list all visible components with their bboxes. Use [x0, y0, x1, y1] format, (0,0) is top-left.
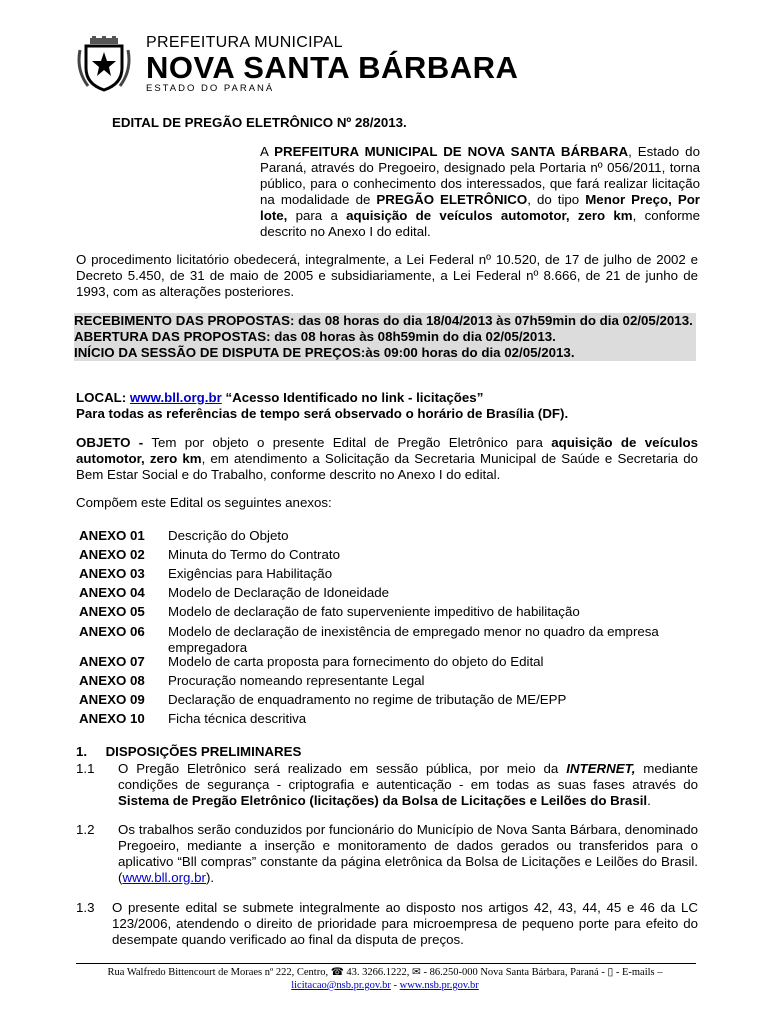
annex-row: ANEXO 09 Declaração de enquadramento no regime de tributação de ME/EPP	[79, 692, 567, 707]
schedule-opening: ABERTURA DAS PROPOSTAS: das 08 horas às 08h59min do dia 02/05/2013.	[74, 329, 556, 344]
annex-row: ANEXO 07 Modelo de carta proposta para fornecimento do objeto do Edital	[79, 654, 544, 669]
annex-row: ANEXO 02 Minuta do Termo do Contrato	[79, 547, 340, 562]
annex-row: ANEXO 03 Exigências para Habilitação	[79, 566, 333, 581]
annex-row: ANEXO 05 Modelo de declaração de fato superveniente impeditivo de habilitação	[79, 604, 580, 619]
header-line1: PREFEITURA MUNICIPAL	[146, 34, 343, 51]
procedure-paragraph: O procedimento licitatório obedecerá, integralmente, a Lei Federal nº 10.520, de 17 de julho de 2002 e Decreto 5.450, de 31 de maio de 2005 e subsidiariamente, a Lei Federal nº 8.666, de 21 de junho de 1993, com as alterações posteriores.	[76, 252, 698, 299]
header-municipality: NOVA SANTA BÁRBARA	[146, 50, 519, 85]
website-link[interactable]: www.nsb.pr.gov.br	[399, 980, 479, 991]
footer: Rua Walfredo Bittencourt de Moraes nº 222, Centro, ☎ 43. 3266.1222, ✉ - 86.250-000 Nova Santa Bárbara, Paraná - ▯ - E-mails – licitacao@nsb.pr.gov.br - www.nsb.pr.gov.br	[107, 967, 663, 991]
item-1-3: 1.3 O presente edital se submete integralmente ao disposto nos artigos 42, 43, 44, 45 e 46 da LC 123/2006, atendendo o direito de prioridade para microempresa de pequeno porte para efeito do desempate quando verificado ao final da disputa de preços.	[76, 900, 698, 947]
time-reference-note: Para todas as referências de tempo será observado o horário de Brasília (DF).	[76, 406, 569, 421]
annex-row: ANEXO 01 Descrição do Objeto	[79, 528, 289, 543]
item-1-1: 1.1 O Pregão Eletrônico será realizado em sessão pública, por meio da INTERNET, mediante condições de segurança - criptografia e autenticação - em todas as suas fases através do Sistema de Pregão Eletrônico (licitações) da Bolsa de Licitações e Leilões do Brasil.	[76, 761, 698, 808]
bll-link-2[interactable]: www.bll.org.br	[122, 870, 206, 885]
item-1-2: 1.2 Os trabalhos serão conduzidos por funcionário do Município de Nova Santa Bárbara, denominado Pregoeiro, mediante a inserção e monitoramento de dados gerados ou transferidos para o aplicativo “Bll compras” constante da página eletrônica da Bolsa de Licitações e Leilões do Brasil. (www.bll.org.br).	[76, 822, 698, 885]
local-block: LOCAL: www.bll.org.br “Acesso Identificado no link - licitações” Para todas as referências de tempo será observado o horário de Brasília (DF).	[76, 390, 698, 422]
section-1-heading: 1. DISPOSIÇÕES PRELIMINARES	[76, 744, 302, 759]
schedule-receipt: RECEBIMENTO DAS PROPOSTAS: das 08 horas do dia 18/04/2013 às 07h59min do dia 02/05/2013.	[74, 313, 693, 328]
annexes-intro: Compõem este Edital os seguintes anexos:	[76, 495, 332, 510]
footer-divider	[76, 963, 696, 964]
schedule-box	[74, 313, 696, 361]
municipal-crest-icon	[76, 36, 132, 92]
intro-paragraph: A PREFEITURA MUNICIPAL DE NOVA SANTA BÁRBARA, Estado do Paraná, através do Pregoeiro, designado pela Portaria nº 056/2011, torna público, para o conhecimento dos interessados, que fará realizar licitação na modalidade de PREGÃO ELETRÔNICO, do tipo Menor Preço, Por lote, para a aquisição de veículos automotor, zero km, conforme descrito no Anexo I do edital.	[260, 144, 701, 239]
annex-row: ANEXO 04 Modelo de Declaração de Idoneidade	[79, 585, 390, 600]
objeto-paragraph: OBJETO - Tem por objeto o presente Edital de Pregão Eletrônico para aquisição de veículos automotor, zero km, em atendimento a Solicitação da Secretaria Municipal de Saúde e Secretaria do Bem Estar Social e do Trabalho, conforme descrito no Anexo I do edital.	[76, 435, 698, 482]
annex-row: ANEXO 06 Modelo de declaração de inexistência de empregado menor no quadro da empresa empregadora	[79, 624, 659, 655]
header-state: ESTADO DO PARANÁ	[146, 83, 275, 94]
annex-row: ANEXO 08 Procuração nomeando representante Legal	[79, 673, 425, 688]
email-link[interactable]: licitacao@nsb.pr.gov.br	[291, 980, 391, 991]
document-title: EDITAL DE PREGÃO ELETRÔNICO Nº 28/2013.	[112, 115, 407, 130]
bll-link[interactable]: www.bll.org.br	[129, 390, 222, 405]
schedule-session: INÍCIO DA SESSÃO DE DISPUTA DE PREÇOS:às 09:00 horas do dia 02/05/2013.	[74, 345, 575, 360]
annex-row: ANEXO 10 Ficha técnica descritiva	[79, 711, 307, 726]
